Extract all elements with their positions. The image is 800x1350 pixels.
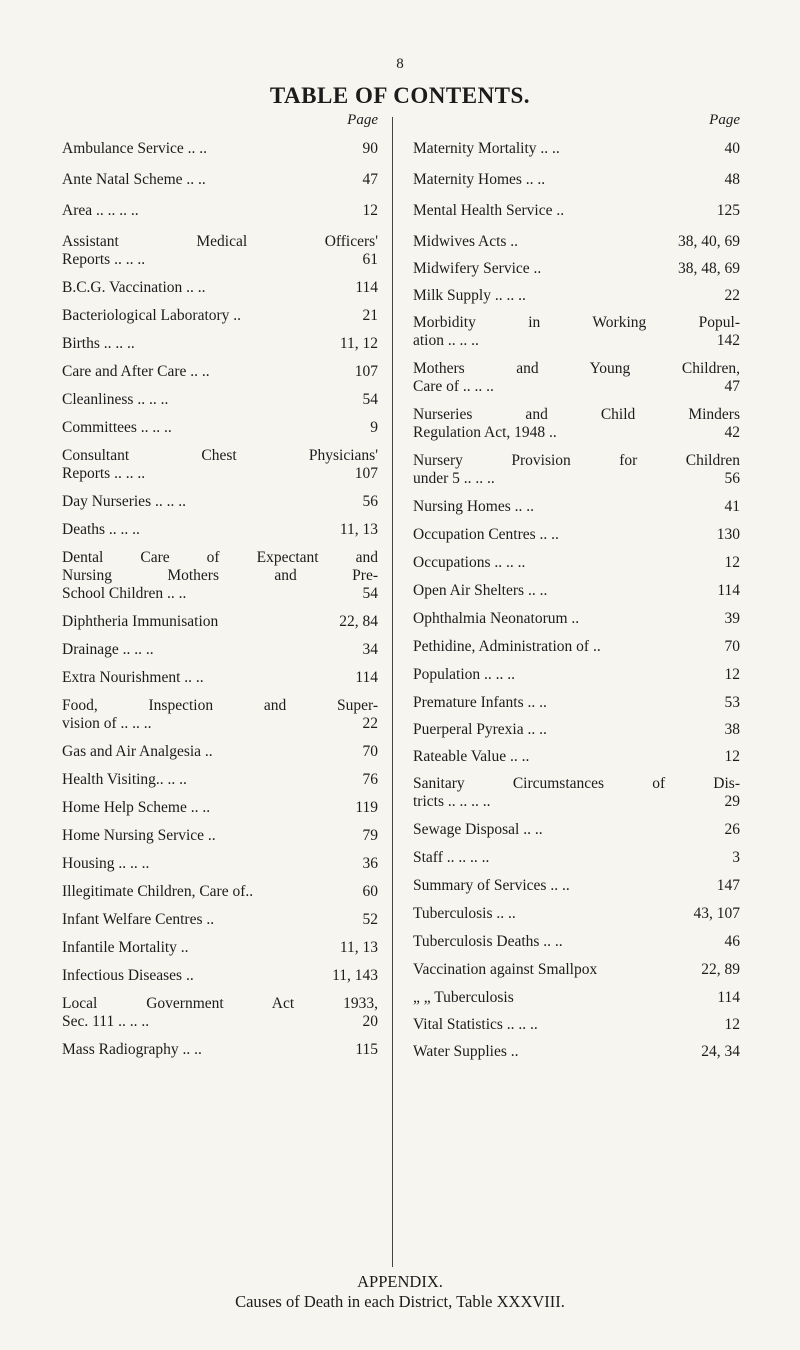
index-entry-page: 47 — [362, 171, 378, 188]
index-entry-label: Gas and Air Analgesia .. — [62, 743, 213, 760]
index-entry — [62, 363, 378, 381]
index-entry-label: Summary of Services .. .. — [413, 877, 570, 894]
index-entry — [62, 771, 378, 789]
index-entry-label: Pethidine, Administration of .. — [413, 638, 601, 655]
index-entry-page: 41 — [724, 498, 740, 515]
index-entry-page: 12 — [362, 202, 378, 219]
index-entry-page: 79 — [362, 827, 378, 844]
index-entry-label: Reports .. .. .. — [62, 251, 146, 268]
index-entry-page: 61 — [362, 251, 378, 268]
index-entry — [413, 877, 740, 895]
index-entry — [62, 967, 378, 985]
index-entry-label: Regulation Act, 1948 .. — [413, 424, 557, 441]
index-entry-page: 56 — [362, 493, 378, 510]
index-entry — [62, 995, 378, 1031]
index-entry — [62, 827, 378, 845]
appendix-heading: APPENDIX. — [357, 1272, 443, 1291]
index-entry-label: Area .. .. .. .. — [62, 202, 139, 219]
index-entry-page: 21 — [362, 307, 378, 324]
index-entry-page: 20 — [362, 1013, 378, 1030]
index-entry-page: 76 — [362, 771, 378, 788]
index-entry — [413, 406, 740, 442]
index-entry — [62, 939, 378, 957]
index-entry — [413, 287, 740, 305]
index-entry-label: Maternity Mortality .. .. — [413, 140, 560, 157]
index-entry-page: 38, 40, 69 — [678, 233, 740, 250]
index-entry-page: 60 — [362, 883, 378, 900]
index-entry — [62, 669, 378, 687]
index-entry — [62, 419, 378, 437]
index-entry-label: Infectious Diseases .. — [62, 967, 194, 984]
index-entry-label: under 5 .. .. .. — [413, 470, 495, 487]
index-entry-label: Infant Welfare Centres .. — [62, 911, 215, 928]
index-entry — [62, 641, 378, 659]
index-entry-page: 90 — [362, 140, 378, 157]
appendix-text: Causes of Death in each District, Table XXXVIII. — [235, 1292, 565, 1311]
index-entry — [413, 554, 740, 572]
index-entry-page: 3 — [732, 849, 740, 866]
index-entry — [413, 933, 740, 951]
index-entries-left — [62, 140, 378, 1059]
index-entry-page: 22 — [362, 715, 378, 732]
index-entry-page: 70 — [724, 638, 740, 655]
index-entry-label: Nursing Homes .. .. — [413, 498, 534, 515]
index-entry-page: 54 — [362, 391, 378, 408]
index-entry — [413, 452, 740, 488]
index-entry-label: Diphtheria Immunisation — [62, 613, 219, 630]
index-entry-page: 22 — [724, 287, 740, 304]
index-entry-label: Population .. .. .. — [413, 666, 516, 683]
index-entry-label: Vaccination against Smallpox — [413, 961, 598, 978]
index-entry-page: 70 — [362, 743, 378, 760]
page-column-heading: Page — [709, 112, 740, 128]
index-entry-continued-text: Mothers and Young Children, — [413, 360, 740, 377]
index-entry — [413, 260, 740, 278]
index-entry-page: 114 — [355, 279, 378, 296]
index-entry — [62, 171, 378, 189]
index-entry-label: Care and After Care .. .. — [62, 363, 210, 380]
index-entry-page: 46 — [724, 933, 740, 950]
appendix — [0, 1272, 800, 1312]
index-entry — [62, 743, 378, 761]
index-entry-page: 47 — [724, 378, 740, 395]
index-entry — [413, 849, 740, 867]
index-entry-label: Tuberculosis .. .. — [413, 905, 516, 922]
index-entry-label: Vital Statistics .. .. .. — [413, 1016, 538, 1033]
index-entry — [62, 911, 378, 929]
index-entry-continued-text: Local Government Act 1933, — [62, 995, 378, 1012]
index-entry-page: 56 — [724, 470, 740, 487]
index-entry-page: 12 — [724, 554, 740, 571]
index-entry-page: 114 — [717, 989, 740, 1006]
index-entry-page: 11, 12 — [339, 335, 378, 352]
index-entry-label: Housing .. .. .. — [62, 855, 150, 872]
index-entry — [413, 233, 740, 251]
index-entry — [62, 697, 378, 733]
index-entry-label: Sewage Disposal .. .. — [413, 821, 543, 838]
index-entry-label: Tuberculosis Deaths .. .. — [413, 933, 563, 950]
index-entry — [62, 493, 378, 511]
index-entry — [413, 526, 740, 544]
column-divider — [392, 117, 393, 1267]
index-entry — [62, 202, 378, 220]
index-entry-label: Illegitimate Children, Care of.. — [62, 883, 254, 900]
index-entry-label: Rateable Value .. .. — [413, 748, 530, 765]
index-entry-label: Puerperal Pyrexia .. .. — [413, 721, 547, 738]
index-entry — [62, 799, 378, 817]
index-entry-label: Committees .. .. .. — [62, 419, 172, 436]
index-entry — [413, 140, 740, 158]
index-entry-page: 43, 107 — [693, 905, 740, 922]
index-entry-continued-text: Sanitary Circumstances of Dis- — [413, 775, 740, 792]
index-entry — [413, 360, 740, 396]
index-entry-page: 107 — [354, 363, 378, 380]
index-entry — [413, 748, 740, 766]
index-entry-label: Mental Health Service .. — [413, 202, 565, 219]
index-entry-label: Reports .. .. .. — [62, 465, 146, 482]
index-entry-label: Occupation Centres .. .. — [413, 526, 559, 543]
index-entries-right — [413, 140, 740, 1061]
index-entry-label: tricts .. .. .. .. — [413, 793, 491, 810]
index-entry-continued-text: Nursery Provision for Children — [413, 452, 740, 469]
index-entry — [62, 1041, 378, 1059]
index-entry — [62, 279, 378, 297]
index-entry-label: Ante Natal Scheme .. .. — [62, 171, 206, 188]
index-entry-page: 11, 143 — [332, 967, 378, 984]
index-entry-label: Deaths .. .. .. — [62, 521, 140, 538]
index-entry-label: Cleanliness .. .. .. — [62, 391, 169, 408]
index-entry-label: Home Nursing Service .. — [62, 827, 216, 844]
index-entry-label: Milk Supply .. .. .. — [413, 287, 526, 304]
index-entry — [413, 202, 740, 220]
index-entry-page: 54 — [362, 585, 378, 602]
index-entry — [413, 1016, 740, 1034]
index-entry-continued-text: Assistant Medical Officers' — [62, 233, 378, 250]
index-entry-label: Health Visiting.. .. .. — [62, 771, 187, 788]
index-entry-page: 42 — [724, 424, 740, 441]
index-entry — [413, 498, 740, 516]
index-entry-label: Care of .. .. .. — [413, 378, 494, 395]
index-entry-continued-text: Consultant Chest Physicians' — [62, 447, 378, 464]
index-entry-continued-text: Food, Inspection and Super- — [62, 697, 378, 714]
index-entry-page: 142 — [716, 332, 740, 349]
index-entry-page: 12 — [724, 1016, 740, 1033]
index-entry — [413, 638, 740, 656]
index-entry-page: 11, 13 — [339, 939, 378, 956]
index-entry — [62, 140, 378, 158]
index-entry-label: Mass Radiography .. .. — [62, 1041, 202, 1058]
index-entry-page: 130 — [716, 526, 740, 543]
index-entry-label: Bacteriological Laboratory .. — [62, 307, 242, 324]
index-entry — [413, 905, 740, 923]
index-entry-continued-text: Dental Care of Expectant and — [62, 549, 378, 566]
index-entry-label: Ophthalmia Neonatorum .. — [413, 610, 580, 627]
index-entry-label: B.C.G. Vaccination .. .. — [62, 279, 206, 296]
index-entry — [413, 721, 740, 739]
index-entry — [62, 549, 378, 603]
index-entry — [62, 447, 378, 483]
index-entry-label: Staff .. .. .. .. — [413, 849, 490, 866]
index-entry — [413, 989, 740, 1007]
index-entry-label: Premature Infants .. .. — [413, 694, 547, 711]
index-entry-page: 114 — [717, 582, 740, 599]
index-entry — [62, 307, 378, 325]
index-entry-label: Home Help Scheme .. .. — [62, 799, 211, 816]
index-entry — [413, 610, 740, 628]
index-entry — [62, 335, 378, 353]
index-entry-page: 40 — [724, 140, 740, 157]
index-entry-label: School Children .. .. — [62, 585, 187, 602]
index-entry-label: Sec. 111 .. .. .. — [62, 1013, 150, 1030]
index-entry-label: „ „ Tuberculosis — [413, 989, 514, 1006]
index-entry — [413, 961, 740, 979]
left-column — [62, 112, 378, 1059]
index-entry-page: 11, 13 — [339, 521, 378, 538]
index-entry — [62, 233, 378, 269]
index-entry — [62, 521, 378, 539]
index-entry — [413, 775, 740, 811]
index-entry-page: 48 — [724, 171, 740, 188]
index-entry-page: 9 — [370, 419, 378, 436]
index-entry-label: Midwives Acts .. — [413, 233, 519, 250]
index-entry — [62, 883, 378, 901]
index-entry-continued-text: Nursing Mothers and Pre- — [62, 567, 378, 584]
index-entry — [413, 821, 740, 839]
index-entry-label: Open Air Shelters .. .. — [413, 582, 548, 599]
index-entry-label: Extra Nourishment .. .. — [62, 669, 204, 686]
right-column — [413, 112, 740, 1061]
index-entry — [413, 582, 740, 600]
index-entry-page: 107 — [354, 465, 378, 482]
index-entry-page: 147 — [716, 877, 740, 894]
index-entry — [62, 391, 378, 409]
index-entry-label: Occupations .. .. .. — [413, 554, 526, 571]
index-entry-label: vision of .. .. .. — [62, 715, 152, 732]
index-entry-continued-text: Nurseries and Child Minders — [413, 406, 740, 423]
index-entry-page: 114 — [355, 669, 378, 686]
index-entry-page: 115 — [355, 1041, 378, 1058]
index-entry-label: Drainage .. .. .. — [62, 641, 154, 658]
index-entry — [413, 314, 740, 350]
index-entry-page: 22, 84 — [339, 613, 378, 630]
index-entry — [413, 666, 740, 684]
index-entry-page: 38, 48, 69 — [678, 260, 740, 277]
index-entry-page: 34 — [362, 641, 378, 658]
index-entry-label: Water Supplies .. — [413, 1043, 519, 1060]
index-entry-page: 12 — [724, 666, 740, 683]
index-entry-page: 22, 89 — [701, 961, 740, 978]
index-entry-page: 38 — [724, 721, 740, 738]
index-entry-page: 12 — [724, 748, 740, 765]
index-entry-continued-text: Morbidity in Working Popul- — [413, 314, 740, 331]
page-column-heading: Page — [347, 112, 378, 128]
index-entry-page: 125 — [716, 202, 740, 219]
index-entry-label: ation .. .. .. — [413, 332, 479, 349]
index-entry-page: 53 — [724, 694, 740, 711]
index-entry — [413, 694, 740, 712]
index-entry — [62, 855, 378, 873]
index-entry-label: Ambulance Service .. .. — [62, 140, 208, 157]
index-entry-page: 39 — [724, 610, 740, 627]
index-entry-label: Infantile Mortality .. — [62, 939, 189, 956]
index-entry — [413, 171, 740, 189]
index-entry-page: 29 — [724, 793, 740, 810]
page-number: 8 — [396, 56, 404, 72]
index-entry-page: 36 — [362, 855, 378, 872]
index-entry-page: 52 — [362, 911, 378, 928]
index-entry-page: 26 — [724, 821, 740, 838]
index-entry-label: Day Nurseries .. .. .. — [62, 493, 186, 510]
index-entry — [413, 1043, 740, 1061]
index-entry-label: Births .. .. .. — [62, 335, 135, 352]
index-entry-page: 119 — [355, 799, 378, 816]
index-entry-label: Midwifery Service .. — [413, 260, 542, 277]
index-entry — [62, 613, 378, 631]
index-entry-page: 24, 34 — [701, 1043, 740, 1060]
page-title: TABLE OF CONTENTS. — [269, 83, 531, 108]
index-entry-label: Maternity Homes .. .. — [413, 171, 546, 188]
